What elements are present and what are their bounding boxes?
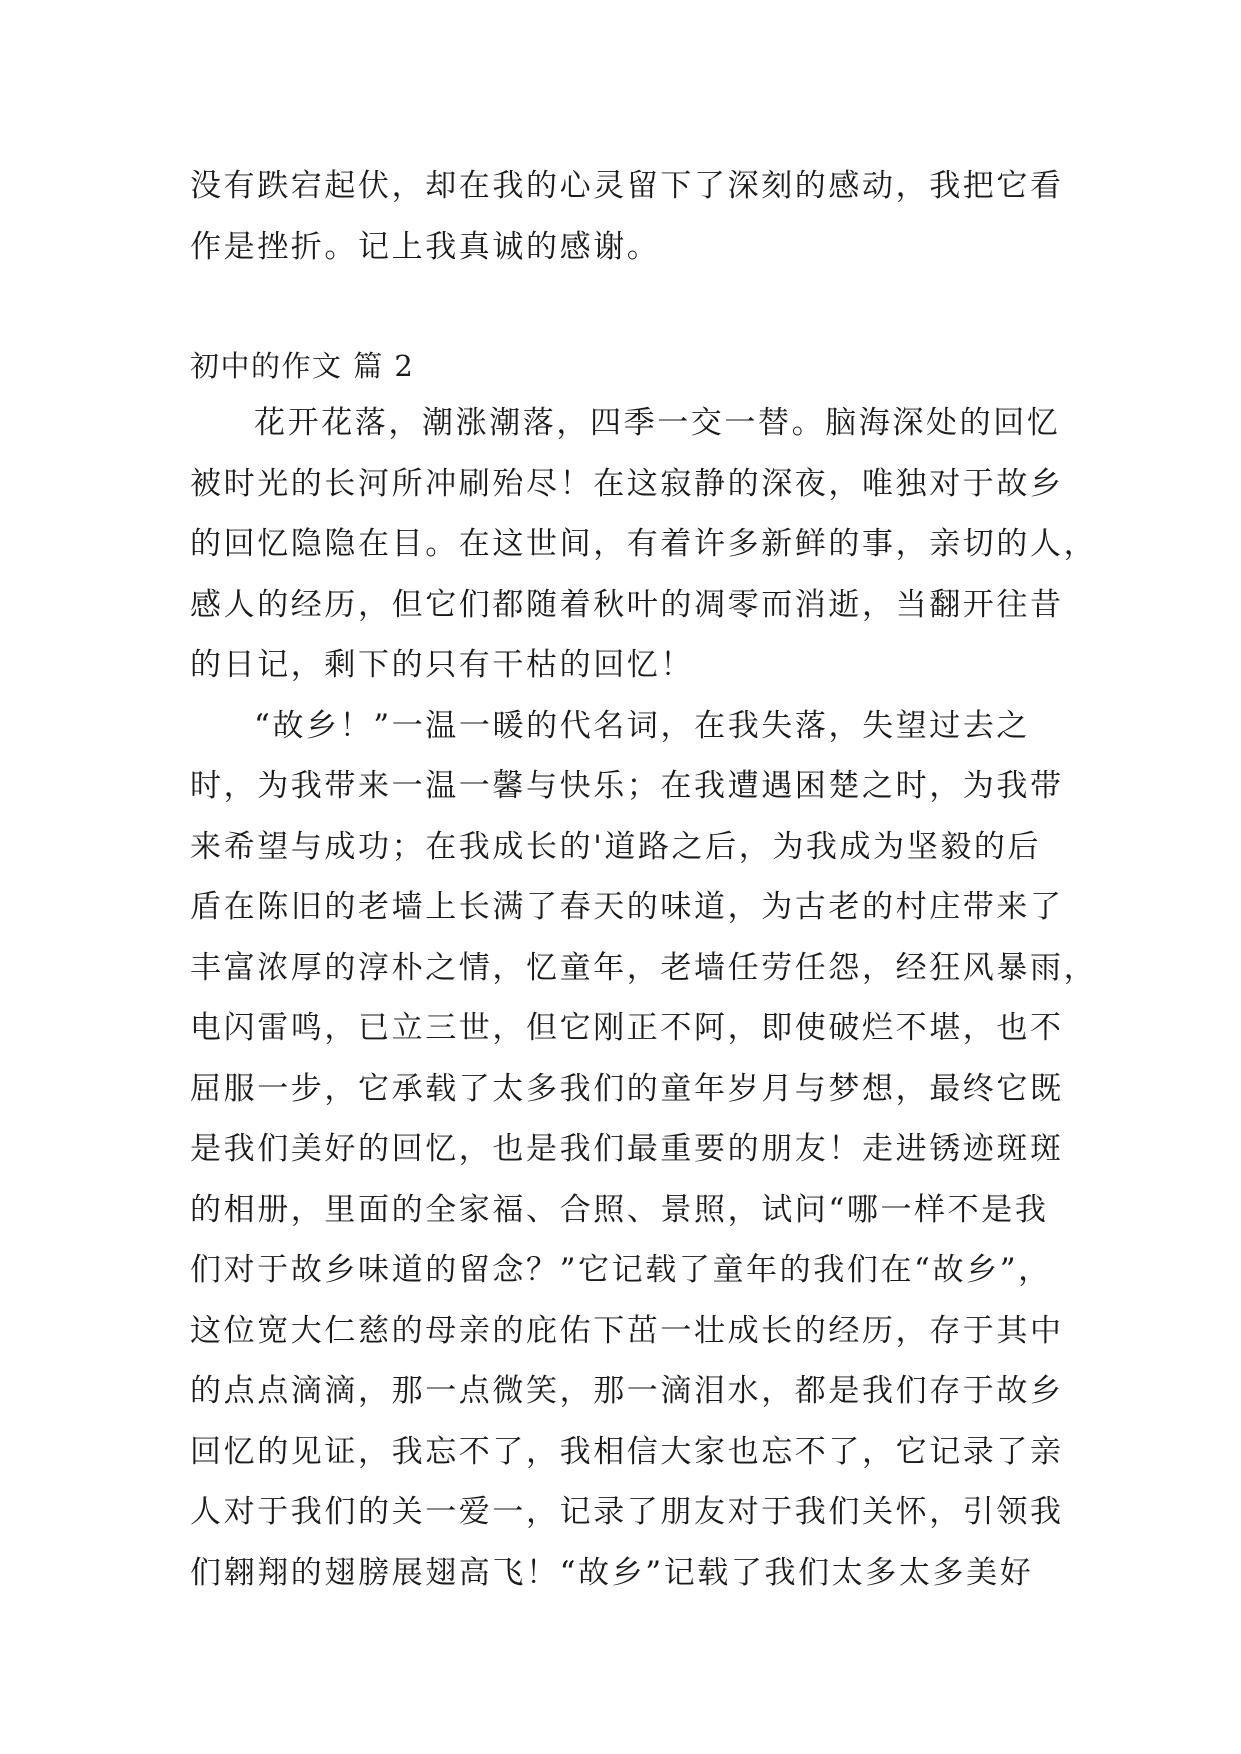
paragraph-first-line: “故乡！”一温一暖的代名词，在我失落，失望过去之 bbox=[254, 707, 1031, 744]
text-line: 盾在陈旧的老墙上长满了春天的味道，为古老的村庄带来了 bbox=[190, 889, 1064, 925]
text-line: 感人的经历，但它们都随着秋叶的凋零而消逝，当翻开往昔 bbox=[190, 586, 1064, 623]
text-line: 作是挫折。记上我真诚的感谢。 bbox=[190, 228, 661, 265]
section-heading bbox=[190, 336, 1050, 396]
text-line: 电闪雷鸣，已立三世，但它刚正不阿，即使破烂不堪，也不 bbox=[190, 1010, 1064, 1046]
paragraph-first-line: 花开花落，潮涨潮落，四季一交一替。脑海深处的回忆 bbox=[254, 405, 1061, 441]
text-line: 丰富浓厚的淳朴之情，忆童年，老墙任劳任怨，经狂风暴雨， bbox=[190, 949, 1098, 986]
text-line: 的相册，里面的全家福、合照、景照，试问“哪一样不是我 bbox=[190, 1191, 1049, 1228]
text-line: 这位宽大仁慈的母亲的庇佑下茁一壮成长的经历，存于其中 bbox=[190, 1312, 1064, 1349]
text-line: 被时光的长河所冲刷殆尽！在这寂静的深夜，唯独对于故乡 bbox=[190, 465, 1064, 502]
section-title: 初中的作文 篇 2 bbox=[190, 349, 415, 383]
text-line: 是我们美好的回忆，也是我们最重要的朋友！走进锈迹斑斑 bbox=[190, 1131, 1064, 1167]
text-line: 时，为我带来一温一馨与快乐；在我遭遇困楚之时，为我带 bbox=[190, 768, 1064, 804]
text-line: 的回忆隐隐在目。在这世间，有着许多新鲜的事，亲切的人， bbox=[190, 526, 1098, 562]
text-line: 屈服一步，它承载了太多我们的童年岁月与梦想，最终它既 bbox=[190, 1070, 1064, 1107]
text-line: 人对于我们的关一爱一，记录了朋友对于我们关怀，引领我 bbox=[190, 1494, 1064, 1530]
text-line: 回忆的见证，我忘不了，我相信大家也忘不了，它记录了亲 bbox=[190, 1433, 1064, 1470]
text-line: 们翱翔的翅膀展翅高飞！“故乡”记载了我们太多太多美好 bbox=[190, 1554, 1034, 1591]
essay-body bbox=[190, 393, 1098, 1603]
text-line: 的点点滴滴，那一点微笑，那一滴泪水，都是我们存于故乡 bbox=[190, 1373, 1064, 1409]
text-line: 们对于故乡味道的留念？”它记载了童年的我们在“故乡”， bbox=[190, 1252, 1052, 1288]
intro-paragraph bbox=[190, 156, 1064, 277]
text-line: 来希望与成功；在我成长的'道路之后，为我成为坚毅的后 bbox=[190, 828, 1042, 865]
text-line: 没有跌宕起伏，却在我的心灵留下了深刻的感动，我把它看 bbox=[190, 168, 1064, 204]
text-line: 的日记，剩下的只有干枯的回忆！ bbox=[190, 647, 694, 683]
